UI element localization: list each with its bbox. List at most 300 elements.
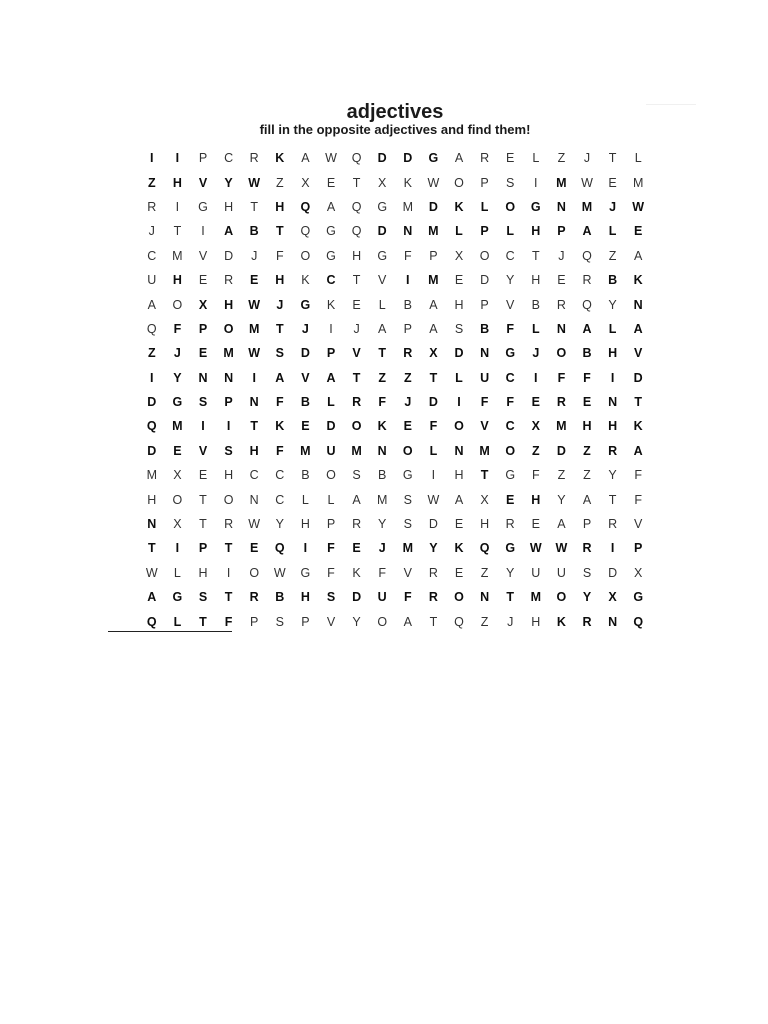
grid-letter: L [301, 492, 309, 507]
grid-letter: Z [557, 468, 566, 483]
grid-letter: A [557, 517, 566, 532]
grid-letter: G [326, 224, 336, 239]
grid-letter: H [249, 443, 259, 458]
grid-letter: B [582, 346, 592, 361]
grid-letter: F [327, 565, 335, 580]
grid-letter: C [505, 370, 515, 385]
grid-letter: K [326, 297, 336, 312]
grid-letter: V [634, 517, 643, 532]
grid-letter: J [583, 151, 591, 166]
grid-letter: F [327, 541, 335, 556]
grid-letter: A [224, 224, 234, 239]
grid-letter: T [352, 273, 361, 288]
grid-letter: N [249, 395, 259, 410]
grid-letter: F [557, 370, 566, 385]
grid-letter: F [480, 395, 489, 410]
grid-letter: L [173, 614, 182, 629]
grid-letter: S [403, 517, 412, 532]
grid-letter: S [454, 321, 464, 336]
grid-letter: M [581, 199, 593, 214]
grid-letter: Z [403, 370, 412, 385]
grid-letter: I [175, 541, 180, 556]
grid-letter: W [427, 492, 440, 507]
grid-letter: O [249, 565, 260, 580]
grid-letter: H [198, 565, 208, 580]
grid-letter: M [376, 492, 388, 507]
grid-letter: M [556, 419, 567, 434]
grid-letter: G [402, 468, 413, 483]
grid-letter: H [454, 468, 464, 483]
grid-letter: R [582, 273, 592, 288]
grid-letter: V [198, 175, 208, 190]
grid-letter: M [428, 224, 439, 239]
grid-letter: B [378, 468, 387, 483]
grid-letter: W [248, 517, 261, 532]
grid-letter: T [173, 224, 182, 239]
grid-letter: O [454, 590, 464, 605]
grid-letter: I [534, 175, 538, 190]
grid-letter: T [199, 492, 207, 507]
grid-letter: T [634, 395, 643, 410]
grid-letter: N [377, 443, 387, 458]
grid-letter: M [402, 541, 413, 556]
grid-letter: W [632, 199, 645, 214]
scan-artifact-line [646, 104, 696, 105]
grid-letter: Z [557, 151, 566, 166]
grid-letter: E [506, 151, 515, 166]
grid-letter: I [175, 199, 180, 214]
grid-letter: G [377, 248, 388, 263]
grid-letter: Y [224, 175, 233, 190]
grid-letter: G [326, 248, 336, 263]
grid-letter: T [250, 419, 259, 434]
grid-letter: V [634, 346, 643, 361]
grid-letter: Z [583, 443, 591, 458]
grid-letter: B [275, 590, 285, 605]
grid-letter: L [608, 224, 617, 239]
grid-letter: R [249, 590, 259, 605]
grid-letter: F [429, 419, 438, 434]
grid-letter: R [505, 517, 515, 532]
grid-letter: P [198, 151, 208, 166]
grid-letter: R [147, 199, 157, 214]
grid-letter: P [198, 321, 208, 336]
grid-letter: D [147, 443, 157, 458]
grid-letter: I [457, 395, 461, 410]
grid-letter: F [224, 614, 233, 629]
grid-letter: H [275, 199, 285, 214]
grid-letter: G [505, 468, 516, 483]
grid-letter: E [506, 492, 515, 507]
grid-letter: T [608, 492, 617, 507]
grid-letter: I [406, 273, 410, 288]
grid-letter: C [505, 248, 515, 263]
grid-letter: P [557, 224, 566, 239]
grid-letter: T [608, 151, 617, 166]
answer-blank-line [108, 631, 232, 632]
grid-letter: F [506, 395, 515, 410]
grid-letter: N [608, 395, 618, 410]
grid-letter: E [454, 517, 464, 532]
grid-letter: D [480, 273, 490, 288]
grid-letter: P [326, 346, 336, 361]
grid-letter: T [147, 541, 156, 556]
grid-letter: H [582, 419, 592, 434]
grid-letter: N [556, 199, 566, 214]
grid-letter: L [608, 321, 617, 336]
grid-letter: W [248, 297, 261, 312]
grid-letter: T [429, 370, 438, 385]
grid-letter: D [377, 151, 387, 166]
grid-letter: M [223, 346, 234, 361]
grid-letter: D [428, 395, 438, 410]
grid-letter: D [556, 443, 566, 458]
grid-letter: V [326, 614, 336, 629]
grid-letter: K [377, 419, 387, 434]
grid-letter: E [198, 273, 208, 288]
grid-letter: N [198, 370, 208, 385]
grid-letter: O [300, 248, 311, 263]
grid-letter: D [147, 395, 157, 410]
grid-letter: V [301, 370, 310, 385]
grid-letter: Y [582, 590, 592, 605]
grid-letter: L [634, 151, 642, 166]
grid-letter: S [198, 590, 208, 605]
grid-letter: V [506, 297, 515, 312]
grid-letter: I [150, 151, 154, 166]
grid-letter: K [352, 565, 361, 580]
grid-letter: L [455, 224, 463, 239]
word-search-grid [139, 146, 651, 634]
grid-letter: C [224, 151, 234, 166]
grid-letter: G [633, 590, 644, 605]
grid-letter: P [480, 224, 489, 239]
grid-letter: Z [147, 175, 156, 190]
grid-letter: H [300, 517, 310, 532]
grid-letter: E [301, 419, 310, 434]
grid-letter: J [507, 614, 514, 629]
grid-letter: H [531, 614, 541, 629]
grid-letter: M [402, 199, 413, 214]
grid-letter: A [582, 321, 592, 336]
grid-letter: K [301, 273, 310, 288]
grid-letter: X [301, 175, 310, 190]
grid-letter: A [275, 370, 285, 385]
grid-letter: K [454, 199, 464, 214]
grid-letter: A [301, 151, 310, 166]
grid-letter: F [634, 492, 643, 507]
grid-letter: G [530, 199, 541, 214]
grid-letter: L [506, 224, 515, 239]
grid-letter: T [224, 541, 233, 556]
grid-letter: F [634, 468, 643, 483]
grid-letter: E [352, 541, 361, 556]
grid-letter: H [172, 273, 182, 288]
grid-letter: H [352, 248, 362, 263]
grid-letter: G [428, 151, 439, 166]
grid-letter: D [608, 565, 618, 580]
grid-letter: H [454, 297, 464, 312]
grid-letter: J [353, 321, 360, 336]
grid-letter: U [531, 565, 541, 580]
grid-letter: P [480, 297, 489, 312]
grid-letter: N [608, 614, 618, 629]
grid-letter: I [226, 565, 231, 580]
grid-letter: R [556, 395, 566, 410]
grid-letter: Q [300, 199, 311, 214]
grid-letter: H [300, 590, 310, 605]
grid-letter: Y [506, 565, 515, 580]
grid-letter: F [275, 248, 284, 263]
grid-letter: X [608, 590, 617, 605]
grid-letter: O [377, 614, 388, 629]
grid-letter: D [428, 199, 438, 214]
grid-letter: G [198, 199, 208, 214]
grid-letter: Y [173, 370, 182, 385]
grid-letter: Q [146, 419, 157, 434]
grid-letter: D [403, 151, 413, 166]
grid-letter: K [633, 273, 643, 288]
grid-letter: W [529, 541, 542, 556]
grid-letter: Q [300, 224, 311, 239]
grid-letter: X [378, 175, 387, 190]
grid-letter: O [326, 468, 336, 483]
grid-letter: M [556, 175, 567, 190]
grid-letter: N [403, 224, 413, 239]
grid-letter: T [199, 517, 207, 532]
grid-letter: A [352, 492, 361, 507]
grid-letter: D [224, 248, 234, 263]
grid-letter: I [610, 370, 615, 385]
grid-letter: Q [351, 224, 362, 239]
grid-letter: C [249, 468, 259, 483]
grid-letter: Q [146, 614, 157, 629]
grid-letter: E [198, 468, 208, 483]
grid-letter: P [480, 175, 489, 190]
grid-letter: G [300, 297, 311, 312]
grid-letter: T [275, 224, 284, 239]
grid-letter: S [506, 175, 515, 190]
grid-letter: D [300, 346, 310, 361]
grid-letter: T [250, 199, 259, 214]
grid-letter: G [505, 346, 516, 361]
grid-letter: S [198, 395, 208, 410]
grid-letter: Y [608, 297, 617, 312]
grid-letter: F [275, 395, 284, 410]
grid-letter: S [352, 468, 361, 483]
grid-letter: Y [275, 517, 284, 532]
grid-letter: E [403, 419, 412, 434]
grid-letter: O [402, 443, 413, 458]
grid-letter: K [633, 419, 643, 434]
grid-letter: G [172, 395, 183, 410]
grid-letter: H [147, 492, 157, 507]
grid-letter: K [454, 541, 464, 556]
grid-letter: X [531, 419, 540, 434]
grid-letter: F [403, 248, 412, 263]
grid-letter: M [428, 273, 439, 288]
grid-letter: M [300, 443, 311, 458]
grid-letter: L [532, 151, 540, 166]
grid-letter: K [403, 175, 412, 190]
grid-letter: D [352, 590, 362, 605]
grid-letter: M [248, 321, 260, 336]
grid-letter: M [632, 175, 644, 190]
grid-letter: D [326, 419, 336, 434]
grid-letter: E [454, 273, 464, 288]
grid-letter: R [224, 517, 234, 532]
grid-letter: R [582, 541, 592, 556]
grid-letter: Y [557, 492, 566, 507]
grid-letter: D [633, 370, 643, 385]
grid-letter: Y [429, 541, 438, 556]
grid-letter: H [224, 297, 234, 312]
grid-letter: F [506, 321, 515, 336]
grid-letter: S [275, 614, 284, 629]
grid-letter: D [454, 346, 464, 361]
grid-letter: I [150, 370, 154, 385]
grid-letter: N [224, 370, 234, 385]
grid-letter: I [201, 224, 205, 239]
grid-letter: U [147, 273, 157, 288]
grid-letter: I [175, 151, 180, 166]
grid-letter: W [325, 151, 337, 166]
grid-letter: M [172, 248, 183, 263]
grid-letter: V [403, 565, 412, 580]
grid-letter: A [582, 224, 592, 239]
grid-letter: J [609, 199, 617, 214]
grid-letter: D [377, 224, 387, 239]
grid-letter: N [480, 590, 490, 605]
grid-letter: P [634, 541, 643, 556]
grid-letter: R [608, 443, 618, 458]
grid-letter: R [249, 151, 259, 166]
grid-letter: Y [608, 468, 617, 483]
grid-letter: P [429, 248, 438, 263]
grid-letter: S [224, 443, 233, 458]
grid-letter: U [377, 590, 387, 605]
grid-letter: M [146, 468, 157, 483]
grid-letter: N [147, 517, 157, 532]
grid-letter: C [147, 248, 157, 263]
grid-letter: M [530, 590, 541, 605]
grid-letter: H [608, 346, 618, 361]
grid-letter: J [378, 541, 386, 556]
grid-letter: Z [608, 248, 617, 263]
grid-letter: O [223, 492, 234, 507]
grid-letter: V [198, 443, 208, 458]
grid-letter: R [480, 151, 490, 166]
grid-letter: I [201, 419, 205, 434]
grid-letter: L [480, 199, 489, 214]
grid-letter: B [403, 297, 412, 312]
grid-letter: I [252, 370, 256, 385]
grid-letter: P [198, 541, 208, 556]
grid-letter: B [249, 224, 259, 239]
grid-letter: I [431, 468, 436, 483]
grid-letter: E [173, 443, 182, 458]
grid-letter: A [147, 297, 156, 312]
grid-letter: S [582, 565, 592, 580]
grid-letter: G [505, 541, 516, 556]
grid-letter: R [582, 614, 592, 629]
grid-letter: T [480, 468, 489, 483]
grid-letter: E [250, 541, 259, 556]
grid-letter: N [633, 297, 643, 312]
grid-letter: A [634, 248, 643, 263]
grid-letter: B [301, 468, 310, 483]
grid-letter: M [351, 443, 362, 458]
grid-letter: Z [531, 443, 540, 458]
grid-letter: Q [351, 199, 362, 214]
grid-letter: A [378, 321, 387, 336]
grid-letter: O [556, 346, 567, 361]
grid-letter: T [352, 175, 361, 190]
grid-letter: A [454, 151, 464, 166]
worksheet-title: adjectives [346, 101, 444, 123]
grid-letter: T [275, 321, 284, 336]
grid-letter: O [505, 199, 516, 214]
grid-letter: H [531, 492, 541, 507]
grid-letter: H [531, 224, 541, 239]
grid-letter: X [634, 565, 643, 580]
grid-letter: Q [274, 541, 285, 556]
grid-letter: B [531, 297, 540, 312]
grid-letter: S [326, 590, 336, 605]
grid-letter: R [556, 297, 566, 312]
grid-letter: V [378, 273, 387, 288]
grid-letter: J [148, 224, 155, 239]
grid-letter: E [326, 175, 336, 190]
grid-letter: J [532, 346, 540, 361]
grid-letter: Q [633, 614, 644, 629]
grid-letter: N [249, 492, 259, 507]
grid-letter: A [633, 321, 643, 336]
grid-letter: J [301, 321, 309, 336]
grid-letter: W [427, 175, 440, 190]
grid-letter: W [555, 541, 568, 556]
grid-letter: S [403, 492, 412, 507]
grid-letter: F [403, 590, 412, 605]
grid-letter: A [403, 614, 412, 629]
grid-letter: O [505, 443, 516, 458]
grid-letter: P [301, 614, 310, 629]
grid-letter: S [275, 346, 284, 361]
grid-letter: W [248, 346, 261, 361]
grid-letter: X [454, 248, 464, 263]
grid-letter: W [145, 565, 158, 580]
grid-letter: L [327, 395, 335, 410]
grid-letter: H [224, 468, 234, 483]
grid-letter: Q [582, 248, 592, 263]
grid-letter: N [454, 443, 464, 458]
grid-letter: B [608, 273, 618, 288]
grid-letter: F [378, 395, 387, 410]
grid-letter: R [608, 517, 618, 532]
grid-letter: A [582, 492, 592, 507]
worksheet-instructions: fill in the opposite adjectives and find them! [259, 122, 531, 137]
grid-letter: T [224, 590, 233, 605]
grid-letter: A [454, 492, 464, 507]
grid-letter: H [172, 175, 182, 190]
grid-letter: Q [146, 321, 157, 336]
grid-letter: C [275, 492, 285, 507]
grid-letter: P [224, 395, 233, 410]
grid-letter: E [557, 273, 566, 288]
grid-letter: Q [582, 297, 592, 312]
grid-letter: H [531, 273, 541, 288]
grid-letter: X [480, 492, 489, 507]
